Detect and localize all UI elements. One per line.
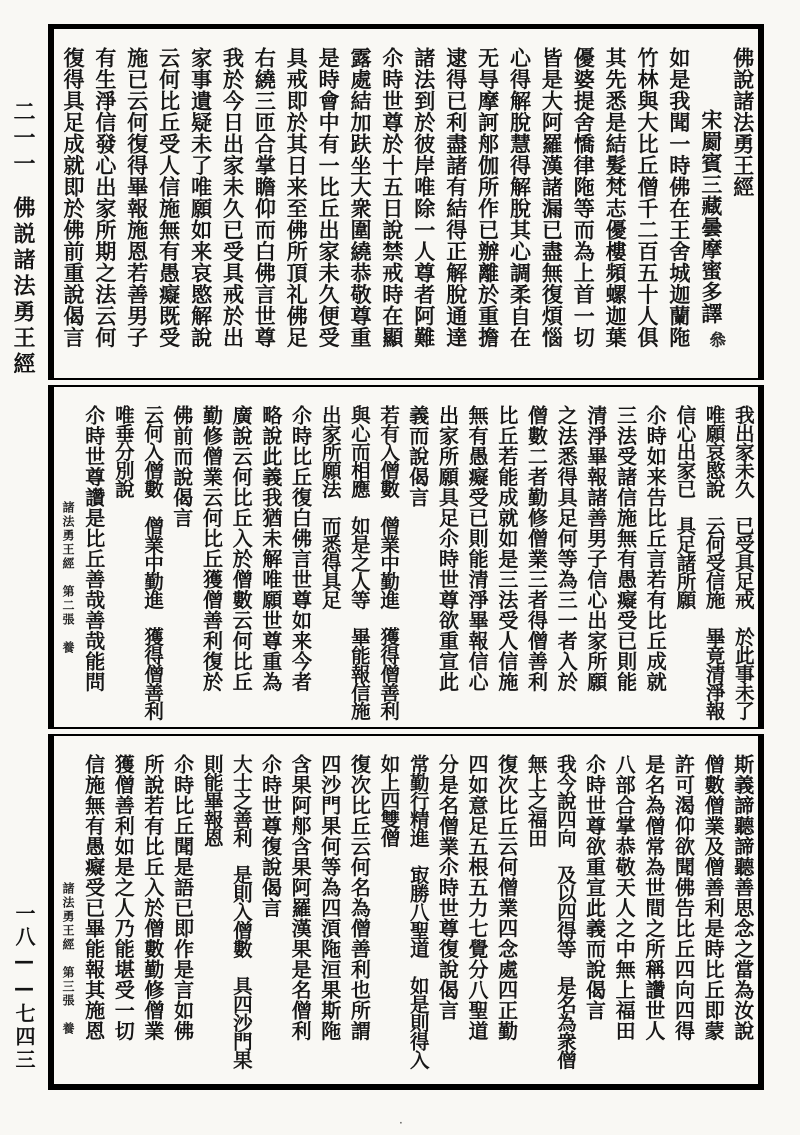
text-column: 尒時比丘復白佛言世尊如来今者 bbox=[288, 405, 313, 692]
text-column: 廣說云何比丘入於僧數云何比丘 bbox=[229, 405, 254, 692]
text-column: 尒時如来告比丘言若有比丘成就 bbox=[643, 405, 668, 692]
text-column: 露處結加趺坐大衆圍繞恭敬尊重 bbox=[348, 47, 373, 348]
verse-column: 唯垂分別說 bbox=[111, 405, 135, 498]
text-column: 无㝵摩訶郍伽所作已辦離於重擔 bbox=[475, 47, 500, 348]
text-column: 勤修僧業云何比丘獲僧善利復於 bbox=[199, 405, 224, 692]
text-column: 清淨畢報諸善男子信心出家所願 bbox=[583, 405, 608, 692]
register-middle-columns bbox=[62, 405, 753, 721]
verse-column: 若有入僧數 僧業中勤進 獲得僧善利 bbox=[377, 405, 401, 720]
text-column: 僧數二者勤修僧業三者得僧善利 bbox=[524, 405, 549, 692]
register-top-columns bbox=[62, 47, 753, 372]
text-column: 右繞三匝合掌瞻仰而白佛言世尊 bbox=[252, 47, 277, 348]
text-column: 比丘若能成就如是三法受人信施 bbox=[494, 405, 519, 692]
verse-column: 常勤行精進 㝡勝八聖道 如是則得入 bbox=[406, 754, 430, 1069]
sutra-serial-number: 二一一 bbox=[10, 100, 35, 178]
text-column: 家事遺疑未了唯願如来哀愍解說 bbox=[188, 47, 213, 348]
text-column: 如是我聞一時佛在王舍城迦蘭陁 bbox=[666, 47, 691, 348]
text-column: 斯義諦聽諦聽善思念之當為汝說 bbox=[730, 754, 755, 1041]
verse-column: 如上四雙僧 bbox=[377, 754, 401, 847]
running-title: 佛説諸法勇王經 bbox=[10, 196, 35, 378]
gutter-annotation bbox=[7, 100, 38, 378]
text-column: 復次比丘云何僧業四念處四正勤 bbox=[494, 754, 519, 1041]
verse-column: 則能畢報恩 bbox=[200, 754, 224, 847]
text-column: 皆是大阿羅漢諸漏已盡無復煩惱 bbox=[539, 47, 564, 348]
text-column: 是名為僧常為世間之所稱讚世人 bbox=[641, 754, 666, 1041]
text-column: 信施無有愚癡受已畢能報其施恩 bbox=[81, 754, 106, 1041]
verse-column: 與心而相應 如是之人等 畢能報信施 bbox=[347, 405, 371, 720]
verse-column: 大士之善利 是則入僧數 具四沙門果 bbox=[229, 754, 253, 1069]
text-column: 四如意足五根五力七覺分八聖道 bbox=[464, 754, 489, 1041]
text-column: 心得解脫慧得解脫其心調柔自在 bbox=[507, 47, 532, 348]
text-column: 有生淨信發心出家所期之法云何 bbox=[92, 47, 117, 348]
verse-column: 云何入僧數 僧業中勤進 獲得僧善利 bbox=[141, 405, 165, 720]
text-column: 具戒即於其日来至佛所頂礼佛足 bbox=[284, 47, 309, 348]
text-column: 所說若有比丘入於僧數勤修僧業 bbox=[140, 754, 165, 1041]
verse-column: 唯願哀愍說 云何受信施 畢竟清淨報 bbox=[702, 405, 726, 720]
text-column: 竹林與大比丘僧千二百五十人俱 bbox=[635, 47, 660, 348]
verse-column: 我今說四向 及以四得等 是名為衆僧 bbox=[553, 754, 577, 1069]
text-column: 優婆提舍憍律陁等而為上首一切 bbox=[571, 47, 596, 348]
text-column: 其先悉是結髮梵志優樓頻螺迦葉 bbox=[603, 47, 628, 348]
text-column: 云何比丘受人信施無有愚癡既受 bbox=[156, 47, 181, 348]
fascicle-collation-mark: 叅 bbox=[704, 330, 726, 350]
text-column: 尒時世尊於十五日說禁戒時在顯 bbox=[379, 47, 404, 348]
text-column: 三法受諸信施無有愚癡受已則能 bbox=[613, 405, 638, 692]
text-column: 僧數僧業及僧善利是時比丘即蒙 bbox=[701, 754, 726, 1041]
text-column: 無有愚癡受已則能清淨畢報信心 bbox=[465, 405, 490, 692]
text-column: 我於今日出家未久已受具戒於出 bbox=[220, 47, 245, 348]
verse-column: 信心出家已 具足諸所願 bbox=[673, 405, 697, 609]
text-column: 施已云何復得畢報施恩若善男子 bbox=[124, 47, 149, 348]
sheet-number-marker: 諸法勇王經 第二張 養 bbox=[61, 501, 75, 655]
verse-column: 出家所願法 而悉得具足 bbox=[318, 405, 342, 609]
text-column: 尒時世尊欲重宣此義而說偈言 bbox=[582, 754, 607, 1021]
text-column: 含果阿郍含果阿羅漢果是名僧利 bbox=[288, 754, 313, 1041]
register-bottom bbox=[48, 734, 764, 1090]
text-column: 是時會中有一比丘出家未久便受 bbox=[316, 47, 341, 348]
text-column: 佛前而說偈言 bbox=[169, 405, 194, 528]
register-bottom-columns bbox=[62, 754, 753, 1078]
text-column: 出家所願具足尒時世尊欲重宣此 bbox=[435, 405, 460, 692]
text-column: 四沙門果何等為四湏陁洹果斯陁 bbox=[317, 754, 342, 1041]
text-column: 義而說偈言 bbox=[405, 405, 430, 508]
verse-column: 我出家未久 已受具足戒 於此事未了 bbox=[731, 405, 755, 720]
text-column: 尒時世尊讚是比丘善哉善哉能問 bbox=[81, 405, 106, 692]
text-column: 諸法到於彼岸唯除一人尊者阿難 bbox=[411, 47, 436, 348]
sheet-number-marker: 諸法勇王經 第三張 養 bbox=[61, 882, 75, 1036]
verse-column: 無上之福田 bbox=[524, 754, 548, 847]
text-column: 許可渴仰欲聞佛告比丘四向四得 bbox=[671, 754, 696, 1041]
text-column: 之法悉得具足何等為三一者入於 bbox=[554, 405, 579, 692]
text-column: 復次比丘云何名為僧善利也所謂 bbox=[347, 754, 372, 1041]
page-frame bbox=[48, 24, 764, 1090]
text-column: 略說此義我猶未解唯願世尊重為 bbox=[258, 405, 283, 692]
text-column: 復得具足成就即於佛前重說偈言 bbox=[61, 47, 85, 348]
text-column: 八部合掌恭敬天人之中無上福田 bbox=[612, 754, 637, 1041]
text-column: 尒時比丘聞是語已即作是言如佛 bbox=[170, 754, 195, 1041]
text-column: 尒時世尊復說偈言 bbox=[258, 754, 283, 918]
register-middle bbox=[48, 385, 764, 729]
page-center-dot: · bbox=[399, 1116, 403, 1130]
text-column: 獲僧善利如是之人乃能堪受一切 bbox=[111, 754, 136, 1041]
sutra-title-column: 佛說諸法勇王經 bbox=[730, 47, 755, 198]
volume-page-reference: 一八——七四三 bbox=[12, 903, 36, 1072]
register-top bbox=[48, 24, 764, 380]
translator-column: 宋罽賓三藏曇摩蜜多譯 bbox=[698, 109, 723, 324]
text-column: 逮得已利盡諸有結得正解脫通達 bbox=[443, 47, 468, 348]
text-column: 分是名僧業尒時世尊復說偈言 bbox=[435, 754, 460, 1021]
